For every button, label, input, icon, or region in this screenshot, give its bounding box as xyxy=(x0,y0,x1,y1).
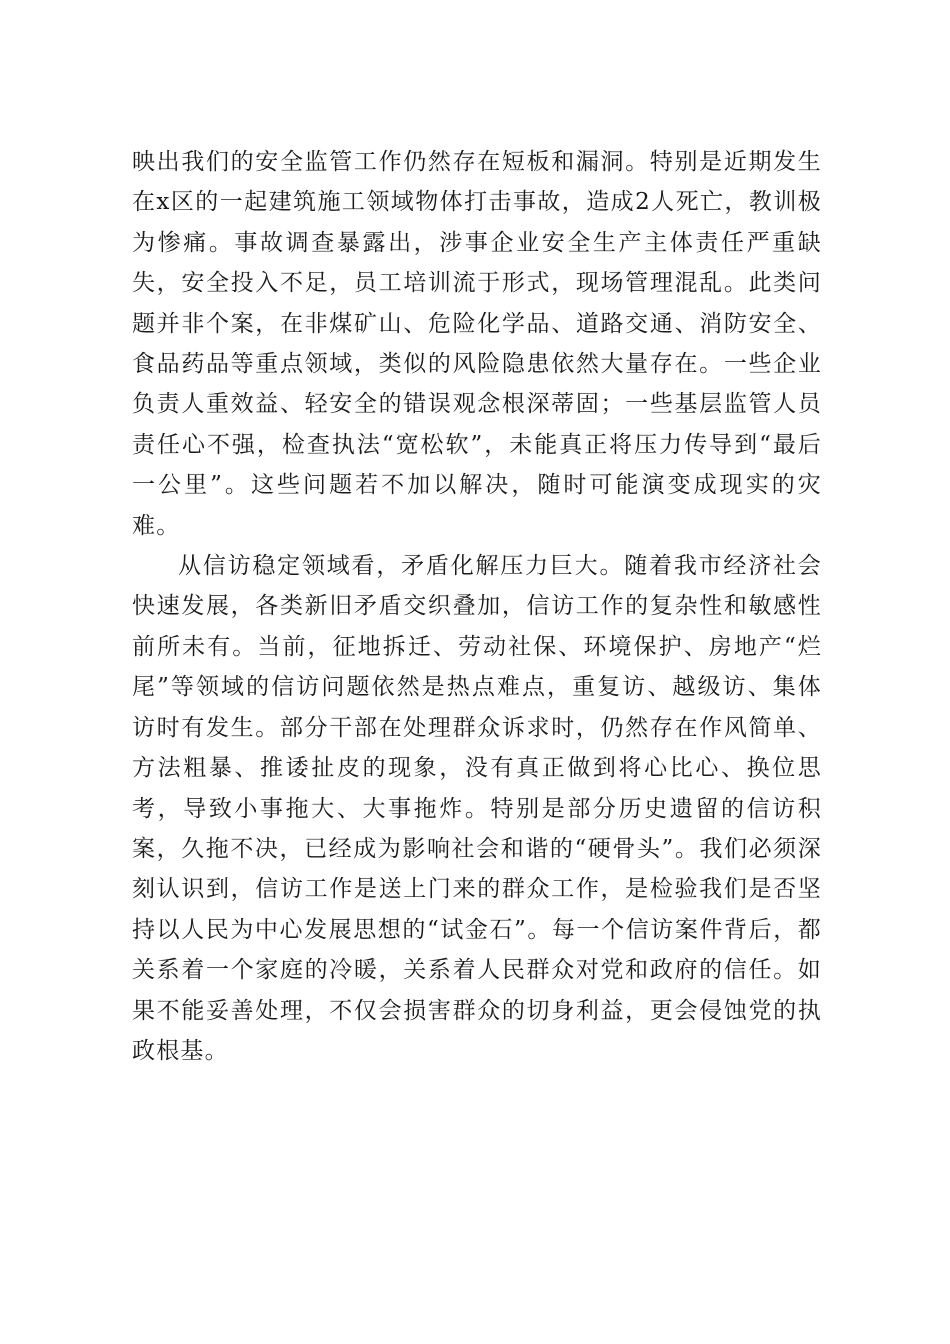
paragraph-petition-stability: 从信访稳定领域看，矛盾化解压力巨大。随着我市经济社会快速发展，各类新旧矛盾交织叠加，信访工作的复杂性和敏感性前所未有。当前，征地拆迁、劳动社保、环境保护、房地产“烂尾”等领域的信访问题依然是热点难点，重复访、越级访、集体访时有发生。部分干部在处理群众诉求时，仍然存在作风简单、方法粗暴、推诿扯皮的现象，没有真正做到将心比心、换位思考，导致小事拖大、大事拖炸。特别是部分历史遗留的信访积案，久拖不决，已经成为影响社会和谐的“硬骨头”。我们必须深刻认识到，信访工作是送上门来的群众工作，是检验我们是否坚持以人民为中心发展思想的“试金石”。每一个信访案件背后，都关系着一个家庭的冷暖，关系着人民群众对党和政府的信任。如果不能妥善处理，不仅会损害群众的切身利益，更会侵蚀党的执政根基。 xyxy=(132,553,822,1064)
body-text xyxy=(132,142,822,1071)
paragraph-safety-oversight: 映出我们的安全监管工作仍然存在短板和漏洞。特别是近期发生在x区的一起建筑施工领域物体打击事故，造成2人死亡，教训极为惨痛。事故调查暴露出，涉事企业安全生产主体责任严重缺失，安全投入不足，员工培训流于形式，现场管理混乱。此类问题并非个案，在非煤矿山、危险化学品、道路交通、消防安全、食品药品等重点领域，类似的风险隐患依然大量存在。一些企业负责人重效益、轻安全的错误观念根深蒂固；一些基层监管人员责任心不强，检查执法“宽松软”，未能真正将压力传导到“最后一公里”。这些问题若不加以解决，随时可能演变成现实的灾难。 xyxy=(132,149,822,539)
